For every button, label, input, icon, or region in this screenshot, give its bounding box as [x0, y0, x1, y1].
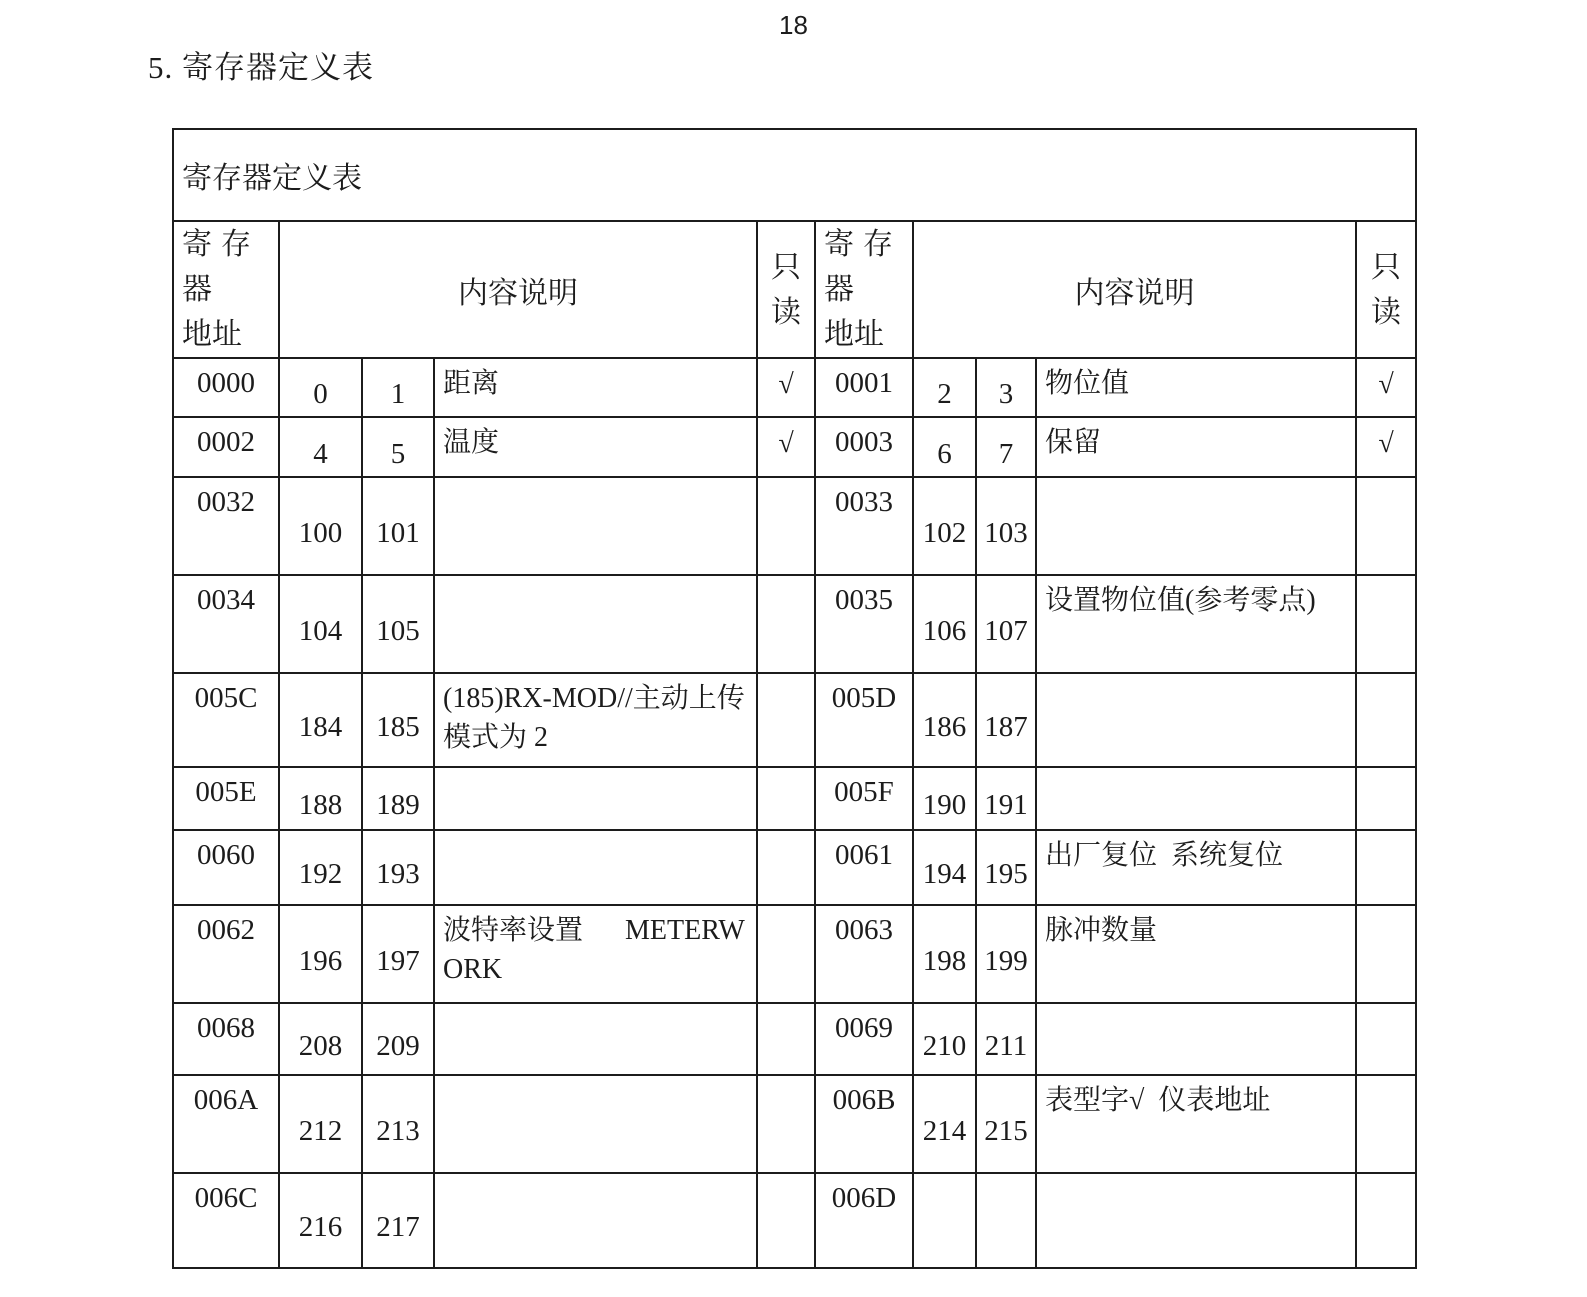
content-description-cell	[434, 1173, 757, 1268]
register-address-cell: 0063	[815, 905, 913, 1003]
register-index-cell: 106	[913, 575, 976, 673]
readonly-flag-cell	[757, 673, 815, 767]
register-index-cell: 4	[279, 417, 362, 477]
register-index-cell: 212	[279, 1075, 362, 1173]
register-index-cell: 103	[976, 477, 1036, 575]
register-index-cell: 6	[913, 417, 976, 477]
register-address-cell: 0002	[173, 417, 279, 477]
header-readonly-right	[1356, 221, 1416, 358]
content-description-cell: 脉冲数量	[1036, 905, 1356, 1003]
table-row	[173, 673, 1416, 767]
readonly-flag-cell: √	[757, 358, 815, 417]
header-addr-right-line2: 地址	[824, 318, 884, 351]
register-index-cell: 208	[279, 1003, 362, 1075]
header-ro-right-line2: 读	[1371, 295, 1401, 329]
register-index-cell: 185	[362, 673, 434, 767]
table-row	[173, 417, 1416, 477]
register-index-cell: 191	[976, 767, 1036, 830]
readonly-flag-cell	[757, 477, 815, 575]
content-description-cell: 保留	[1036, 417, 1356, 477]
readonly-flag-cell	[757, 1173, 815, 1268]
header-readonly-left	[757, 221, 815, 358]
table-row	[173, 358, 1416, 417]
table-row	[173, 1003, 1416, 1075]
register-address-cell: 005E	[173, 767, 279, 830]
page-number: 18	[779, 10, 808, 40]
content-description-cell	[434, 1075, 757, 1173]
content-description-cell: 表型字√ 仪表地址	[1036, 1075, 1356, 1173]
register-index-cell: 101	[362, 477, 434, 575]
table-row	[173, 767, 1416, 830]
table-row	[173, 1173, 1416, 1268]
register-index-cell: 100	[279, 477, 362, 575]
content-description-cell: 设置物位值(参考零点)	[1036, 575, 1356, 673]
register-index-cell: 190	[913, 767, 976, 830]
register-address-cell: 0069	[815, 1003, 913, 1075]
readonly-flag-cell	[757, 1075, 815, 1173]
content-description-cell: 波特率设置 METERWORK	[434, 905, 757, 1003]
readonly-flag-cell: √	[757, 417, 815, 477]
content-description-cell	[1036, 1003, 1356, 1075]
register-index-cell: 211	[976, 1003, 1036, 1075]
readonly-flag-cell	[1356, 575, 1416, 673]
content-description-cell: 温度	[434, 417, 757, 477]
register-index-cell: 193	[362, 830, 434, 905]
register-address-cell: 006A	[173, 1075, 279, 1173]
content-description-cell	[1036, 673, 1356, 767]
content-description-cell	[1036, 767, 1356, 830]
register-index-cell: 5	[362, 417, 434, 477]
register-address-cell: 005D	[815, 673, 913, 767]
register-index-cell: 195	[976, 830, 1036, 905]
register-index-cell: 105	[362, 575, 434, 673]
section-heading: 5. 寄存器定义表	[148, 50, 374, 85]
header-register-address-right	[815, 221, 913, 358]
register-address-cell: 005F	[815, 767, 913, 830]
readonly-flag-cell	[757, 830, 815, 905]
readonly-flag-cell	[1356, 477, 1416, 575]
register-index-cell: 186	[913, 673, 976, 767]
readonly-flag-cell	[1356, 673, 1416, 767]
readonly-flag-cell	[1356, 1075, 1416, 1173]
readonly-flag-cell	[757, 575, 815, 673]
register-address-cell: 0001	[815, 358, 913, 417]
content-description-cell	[434, 575, 757, 673]
header-addr-left-line1: 寄存器	[182, 228, 260, 306]
readonly-flag-cell	[1356, 1173, 1416, 1268]
register-address-cell: 006D	[815, 1173, 913, 1268]
content-description-cell	[434, 1003, 757, 1075]
readonly-flag-cell: √	[1356, 358, 1416, 417]
register-address-cell: 006B	[815, 1075, 913, 1173]
table-row	[173, 477, 1416, 575]
register-address-cell: 0068	[173, 1003, 279, 1075]
register-index-cell: 107	[976, 575, 1036, 673]
table-row	[173, 1075, 1416, 1173]
header-register-address-left	[173, 221, 279, 358]
register-address-cell: 005C	[173, 673, 279, 767]
header-content-left: 内容说明	[279, 221, 757, 358]
content-description-cell	[434, 830, 757, 905]
register-index-cell: 209	[362, 1003, 434, 1075]
content-description-cell: 出厂复位 系统复位	[1036, 830, 1356, 905]
register-definition-table	[172, 128, 1417, 1269]
register-index-cell	[913, 1173, 976, 1268]
header-ro-right-line1: 只	[1371, 250, 1401, 284]
header-addr-left-line2: 地址	[182, 318, 242, 351]
register-address-cell: 0060	[173, 830, 279, 905]
register-index-cell: 192	[279, 830, 362, 905]
register-index-cell: 214	[913, 1075, 976, 1173]
register-index-cell: 187	[976, 673, 1036, 767]
readonly-flag-cell	[757, 767, 815, 830]
register-address-cell: 006C	[173, 1173, 279, 1268]
register-index-cell: 196	[279, 905, 362, 1003]
readonly-flag-cell	[757, 1003, 815, 1075]
content-description-cell: 距离	[434, 358, 757, 417]
register-index-cell: 0	[279, 358, 362, 417]
register-index-cell: 216	[279, 1173, 362, 1268]
content-description-cell: (185)RX-MOD//主动上传模式为 2	[434, 673, 757, 767]
content-description-cell	[434, 477, 757, 575]
readonly-flag-cell	[1356, 1003, 1416, 1075]
register-index-cell: 104	[279, 575, 362, 673]
table-title: 寄存器定义表	[173, 129, 1416, 221]
table-header-row	[173, 221, 1416, 358]
register-index-cell: 215	[976, 1075, 1036, 1173]
register-index-cell: 7	[976, 417, 1036, 477]
register-index-cell: 189	[362, 767, 434, 830]
table-row	[173, 905, 1416, 1003]
register-index-cell: 197	[362, 905, 434, 1003]
register-index-cell: 1	[362, 358, 434, 417]
readonly-flag-cell	[757, 905, 815, 1003]
register-address-cell: 0033	[815, 477, 913, 575]
register-index-cell: 217	[362, 1173, 434, 1268]
register-index-cell: 213	[362, 1075, 434, 1173]
register-address-cell: 0062	[173, 905, 279, 1003]
register-address-cell: 0032	[173, 477, 279, 575]
header-content-right: 内容说明	[913, 221, 1356, 358]
content-description-cell	[1036, 1173, 1356, 1268]
register-address-cell: 0000	[173, 358, 279, 417]
register-index-cell: 210	[913, 1003, 976, 1075]
table-row	[173, 830, 1416, 905]
readonly-flag-cell	[1356, 905, 1416, 1003]
register-index-cell: 184	[279, 673, 362, 767]
register-address-cell: 0061	[815, 830, 913, 905]
table-row	[173, 575, 1416, 673]
content-description-cell: 物位值	[1036, 358, 1356, 417]
readonly-flag-cell	[1356, 767, 1416, 830]
header-addr-right-line1: 寄存器	[824, 228, 902, 306]
register-index-cell: 198	[913, 905, 976, 1003]
register-index-cell: 2	[913, 358, 976, 417]
register-index-cell	[976, 1173, 1036, 1268]
register-address-cell: 0034	[173, 575, 279, 673]
header-ro-left-line2: 读	[771, 295, 801, 329]
register-index-cell: 102	[913, 477, 976, 575]
content-description-cell	[1036, 477, 1356, 575]
register-index-cell: 3	[976, 358, 1036, 417]
register-index-cell: 194	[913, 830, 976, 905]
register-index-cell: 199	[976, 905, 1036, 1003]
register-address-cell: 0035	[815, 575, 913, 673]
readonly-flag-cell: √	[1356, 417, 1416, 477]
register-address-cell: 0003	[815, 417, 913, 477]
readonly-flag-cell	[1356, 830, 1416, 905]
header-ro-left-line1: 只	[771, 250, 801, 284]
register-index-cell: 188	[279, 767, 362, 830]
table-title-row	[173, 129, 1416, 221]
content-description-cell	[434, 767, 757, 830]
